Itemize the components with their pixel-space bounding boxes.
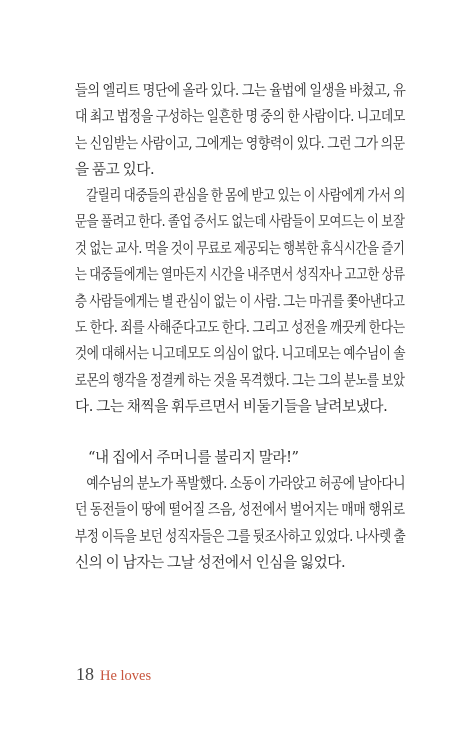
text-line: 는 신임받는 사람이고, 그에게는 영향력이 있다. 그런 그가 의문	[75, 134, 405, 152]
text-line: 다. 그는 채찍을 휘두르면서 비둘기들을 날려보냈다.	[75, 398, 388, 416]
text-line: 것 없는 교사. 먹을 것이 무료로 제공되는 행복한 휴식시간을 즐기	[75, 239, 405, 257]
page-number: 18	[76, 664, 94, 684]
text-line: 예수님의 분노가 폭발했다. 소동이 가라앉고 허공에 날아다니	[86, 475, 406, 492]
text-line: 갈릴리 대중들의 관심을 한 몸에 받고 있는 이 사람에게 가서 의	[86, 187, 406, 204]
paragraph-galilee	[75, 183, 405, 421]
text-line: 는 대중들에게는 열마든지 시간을 내주면서 성직자나 고고한 상류	[75, 266, 405, 284]
quote-line: “내 집에서 주머니를 불리지 말라!”	[88, 449, 299, 466]
text-line: 신의 이 남자는 그날 성전에서 인심을 잃었다.	[75, 554, 346, 572]
page-footer	[76, 664, 151, 685]
text-line: 부정 이득을 보던 성직자들은 그를 뒷조사하고 있었다. 나사렛 출	[75, 527, 406, 545]
text-line: 도 한다. 죄를 사해준다고도 한다. 그리고 성전을 깨끗케 한다는	[75, 318, 405, 336]
text-line: 로몬의 행각을 정결케 하는 것을 목격했다. 그는 그의 분노를 보았	[75, 371, 405, 389]
text-line: 을 품고 있다.	[75, 161, 155, 179]
text-line: 들의 엘리트 명단에 올라 있다. 그는 율법에 일생을 바쳤고, 유	[75, 82, 406, 99]
text-line: 것에 대해서는 니고데모도 의심이 없다. 니고데모는 예수님이 솔	[75, 345, 406, 363]
text-line: 던 동전들이 땅에 떨어질 즈음, 성전에서 벌어지는 매매 행위로	[75, 501, 405, 519]
text-line: 대 최고 법정을 구성하는 일흔한 명 중의 한 사람이다. 니고데모	[75, 108, 405, 126]
text-line: 층 사람들에게는 별 관심이 없는 이 사람. 그는 마귀를 쫓아낸다고	[75, 292, 405, 310]
paragraph-continued	[75, 78, 405, 184]
quote-paragraph	[75, 445, 405, 471]
text-line: 문을 풀려고 한다. 졸업 증서도 없는데 사람들이 모여드는 이 보잘	[75, 213, 405, 231]
paragraph-anger	[75, 471, 405, 577]
running-title: He loves	[100, 668, 152, 684]
